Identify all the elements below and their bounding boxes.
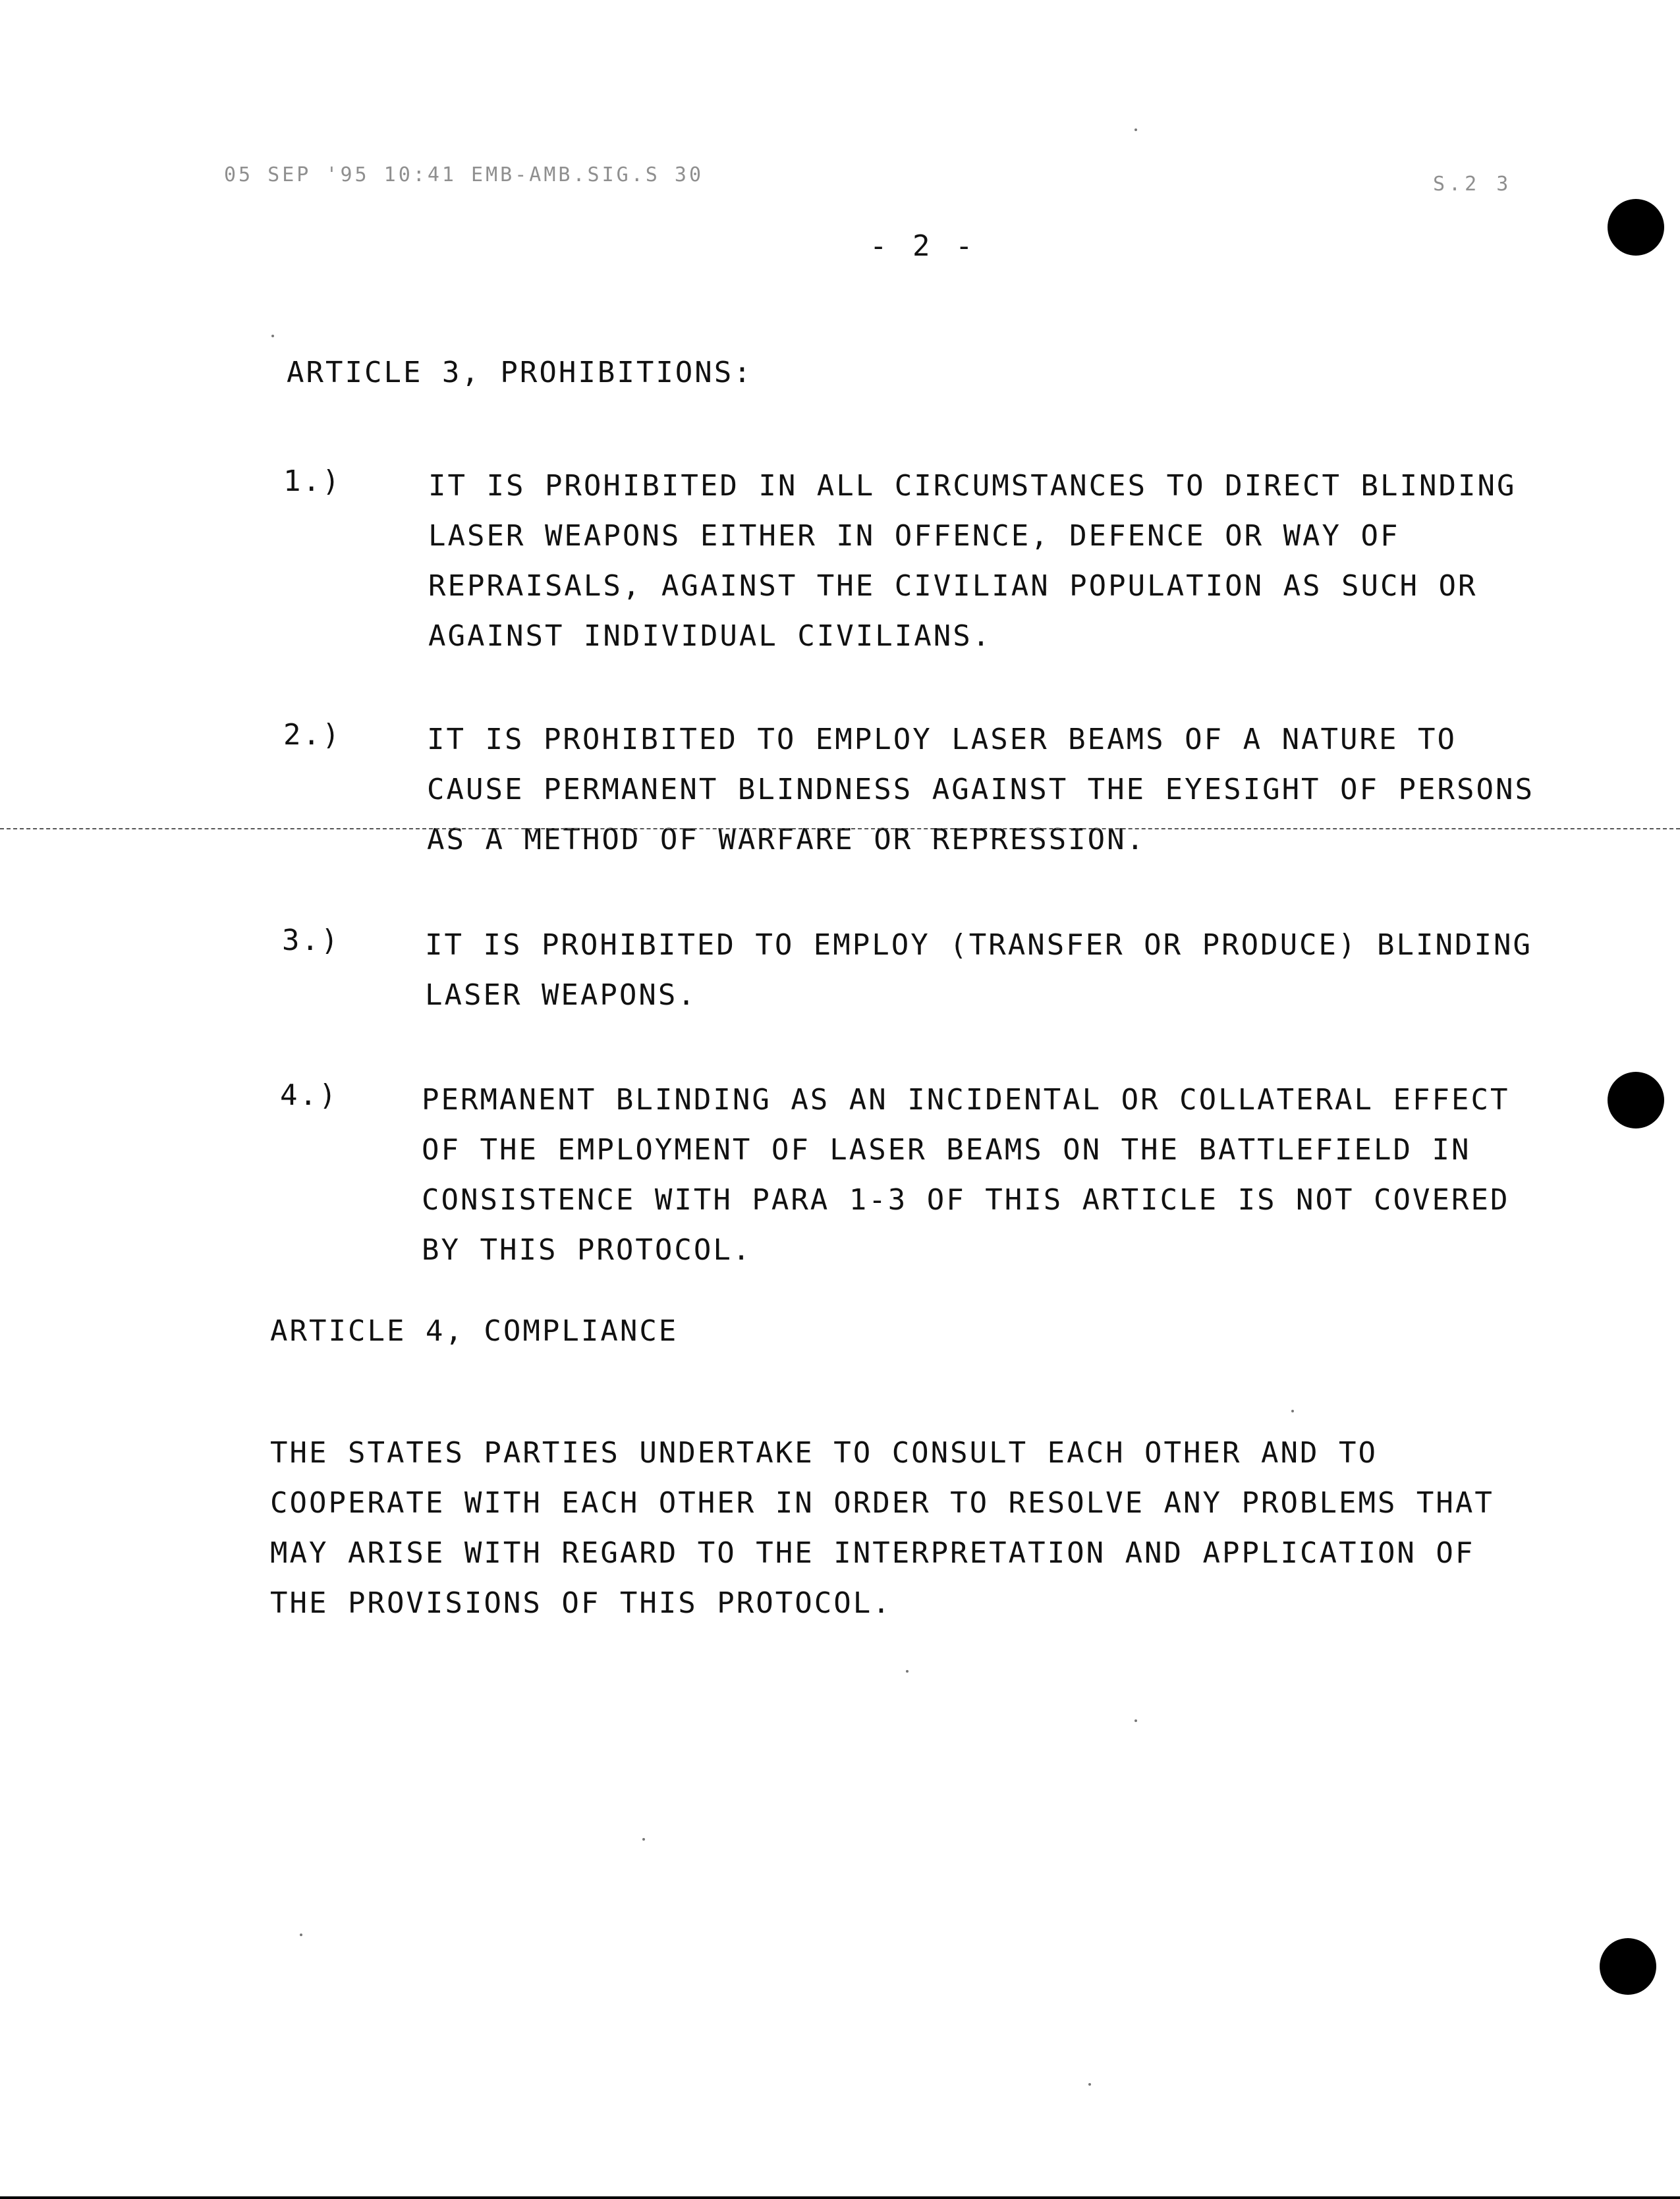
punch-hole xyxy=(1608,1072,1664,1128)
punch-hole xyxy=(1608,199,1664,256)
item-number: 1.) xyxy=(283,464,342,498)
scan-speck xyxy=(271,335,274,337)
article-3-heading: ARTICLE 3, PROHIBITIONS: xyxy=(287,356,753,389)
item-number: 2.) xyxy=(283,718,342,752)
scan-speck xyxy=(1291,1410,1294,1412)
fax-page-marker: S.2 3 xyxy=(1433,173,1513,196)
scan-speck xyxy=(1134,128,1137,131)
article-4-heading: ARTICLE 4, COMPLIANCE xyxy=(270,1314,679,1348)
punch-hole xyxy=(1600,1938,1656,1995)
article-4-text: THE STATES PARTIES UNDERTAKE TO CONSULT EACH OTHER AND TO COOPERATE WITH EACH OTHER IN ORDER TO RESOLVE ANY PROBLEMS THAT MAY ARISE WITH REGARD TO THE INTERPRETATION AND APPLICATION OF THE PROVISIONS OF THIS PROTOCOL. xyxy=(270,1436,1494,1620)
fax-scan-line xyxy=(0,828,1680,829)
item-text: PERMANENT BLINDING AS AN INCIDENTAL OR COLLATERAL EFFECT OF THE EMPLOYMENT OF LASER BEAMS ON THE BATTLEFIELD IN CONSISTENCE WITH PARA 1-3 OF THIS ARTICLE IS NOT COVERED BY THIS PROTOCOL. xyxy=(422,1083,1510,1267)
fax-transmission-header: 05 SEP '95 10:41 EMB-AMB.SIG.S 30 xyxy=(224,163,704,186)
item-text: IT IS PROHIBITED TO EMPLOY LASER BEAMS OF A NATURE TO CAUSE PERMANENT BLINDNESS AGAINST THE EYESIGHT OF PERSONS AS A METHOD OF WARFARE OR REPRESSION. xyxy=(427,723,1534,856)
item-number: 4.) xyxy=(280,1078,339,1112)
item-number: 3.) xyxy=(282,924,341,957)
item-text: IT IS PROHIBITED IN ALL CIRCUMSTANCES TO DIRECT BLINDING LASER WEAPONS EITHER IN OFFENCE, DEFENCE OR WAY OF REPRAISALS, AGAINST THE CIVILIAN POPULATION AS SUCH OR AGAINST INDIVIDUAL CIVILIANS. xyxy=(428,469,1517,653)
page-number: - 2 - xyxy=(870,229,977,263)
scan-speck xyxy=(906,1670,909,1673)
scan-speck xyxy=(642,1838,645,1841)
scan-speck xyxy=(1088,2083,1091,2086)
scan-speck xyxy=(1134,1719,1137,1722)
item-text: IT IS PROHIBITED TO EMPLOY (TRANSFER OR PRODUCE) BLINDING LASER WEAPONS. xyxy=(425,928,1532,1012)
scan-bottom-edge xyxy=(0,2196,1680,2199)
scan-speck xyxy=(300,1934,302,1936)
